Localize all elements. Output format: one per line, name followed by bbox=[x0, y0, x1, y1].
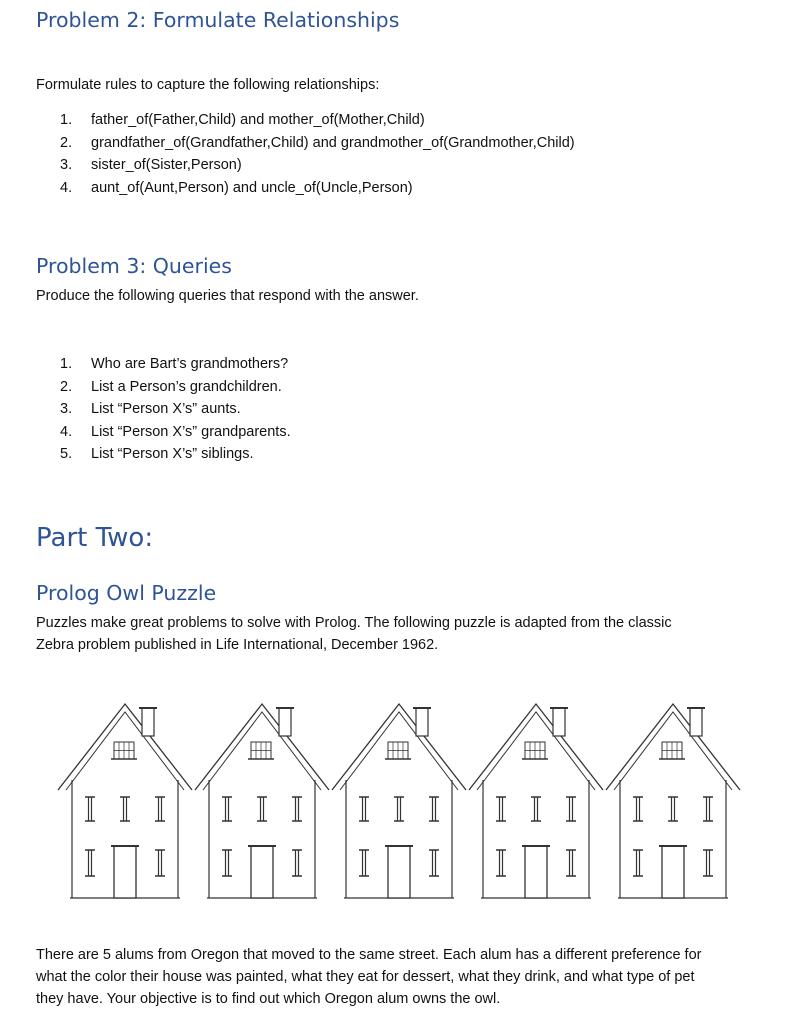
house-icon bbox=[332, 704, 466, 898]
list-item: 1. father_of(Father,Child) and mother_of(Mother,Child) bbox=[60, 112, 425, 128]
list-item: 2. List a Person’s grandchildren. bbox=[60, 378, 282, 395]
owl-puzzle-desc-line2: what the color their house was painted, what they eat for dessert, what they drink, and what type of pet bbox=[36, 969, 695, 985]
list-item: 3. sister_of(Sister,Person) bbox=[60, 157, 242, 173]
problem3-intro: Produce the following queries that respond with the answer. bbox=[36, 288, 419, 304]
problem2-heading: Problem 2: Formulate Relationships bbox=[36, 8, 400, 32]
problem2-intro: Formulate rules to capture the following relationships: bbox=[36, 77, 380, 93]
house-icon bbox=[195, 704, 329, 898]
problem3-list bbox=[60, 353, 291, 466]
list-item: 4. aunt_of(Aunt,Person) and uncle_of(Uncle,Person) bbox=[60, 179, 413, 196]
list-item: 1. Who are Bart’s grandmothers? bbox=[60, 356, 289, 372]
list-item: 4. List “Person X’s” grandparents. bbox=[60, 423, 291, 440]
house-icon bbox=[606, 704, 740, 898]
problem3-heading: Problem 3: Queries bbox=[36, 254, 232, 278]
owl-puzzle-intro-line2: Zebra problem published in Life International, December 1962. bbox=[36, 637, 439, 653]
owl-puzzle-intro-line1: Puzzles make great problems to solve with Prolog. The following puzzle is adapted from the classic bbox=[36, 615, 672, 631]
house-icon bbox=[58, 704, 192, 898]
owl-puzzle-heading: Prolog Owl Puzzle bbox=[36, 581, 217, 605]
owl-puzzle-desc-line3: they have. Your objective is to find out which Oregon alum owns the owl. bbox=[36, 991, 501, 1007]
part-two-heading: Part Two: bbox=[36, 523, 154, 553]
list-item: 5. List “Person X’s” siblings. bbox=[60, 446, 254, 462]
owl-puzzle-desc-line1: There are 5 alums from Oregon that moved to the same street. Each alum has a different preference for bbox=[36, 947, 702, 963]
problem2-list bbox=[60, 109, 575, 199]
list-item: 2. grandfather_of(Grandfather,Child) and grandmother_of(Grandmother,Child) bbox=[60, 134, 575, 151]
list-item: 3. List “Person X’s” aunts. bbox=[60, 401, 241, 417]
houses-illustration bbox=[56, 698, 746, 912]
house-icon bbox=[469, 704, 603, 898]
